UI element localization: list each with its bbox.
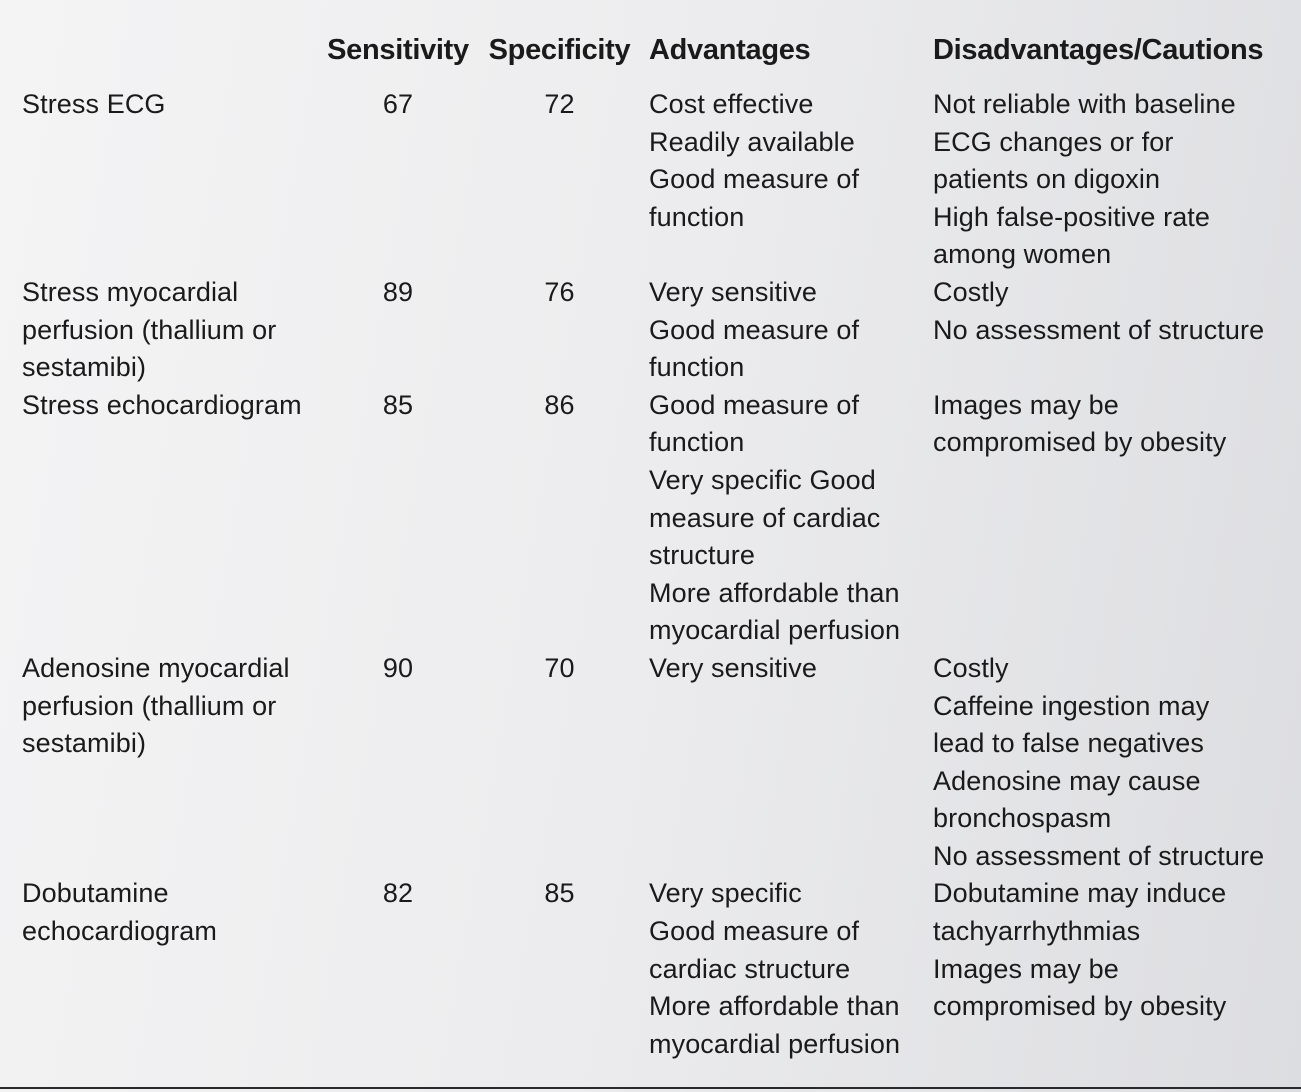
- stress-test-comparison-table: [14, 28, 1289, 1063]
- disadvantage-line: compromised by obesity: [933, 991, 1227, 1022]
- cell-sensitivity: 85: [382, 389, 414, 420]
- cell-test: [14, 86, 318, 274]
- advantage-line: Very specific: [649, 878, 802, 909]
- advantage-line: Good measure of: [649, 916, 860, 947]
- advantage-line: structure: [649, 540, 755, 571]
- disadvantage-line: High false-positive rate: [933, 201, 1211, 232]
- disadvantage-line: Adenosine may cause: [933, 765, 1201, 796]
- cell-specificity: 72: [544, 89, 575, 119]
- disadvantage-line: tachyarrhythmias: [933, 916, 1141, 947]
- cell-advantages: [641, 86, 925, 274]
- disadvantage-line: lead to false negatives: [933, 728, 1204, 759]
- header-advantages: Advantages: [649, 34, 811, 66]
- test-name-line: Stress echocardiogram: [22, 389, 302, 420]
- cell-test: [14, 387, 318, 650]
- disadvantage-line: Costly: [933, 652, 1009, 683]
- disadvantage-line: ECG changes or for: [933, 126, 1174, 157]
- advantage-line: More affordable than: [649, 577, 900, 608]
- test-name-line: perfusion (thallium or: [22, 690, 277, 721]
- cell-specificity: 76: [544, 276, 575, 307]
- cell-sensitivity: 89: [382, 276, 414, 307]
- cell-sensitivity: 67: [382, 89, 414, 119]
- cell-test: [14, 875, 318, 1063]
- advantage-line: Very specific Good: [649, 464, 876, 495]
- advantage-line: Readily available: [649, 126, 855, 157]
- cell-disadvantages: [925, 387, 1289, 650]
- header-test: [14, 28, 318, 86]
- cell-sensitivity: 90: [382, 652, 414, 683]
- advantage-line: function: [649, 352, 745, 383]
- advantage-line: cardiac structure: [649, 953, 851, 984]
- disadvantage-line: bronchospasm: [933, 803, 1112, 834]
- cell-advantages: [641, 875, 925, 1063]
- disadvantage-line: Dobutamine may induce: [933, 878, 1227, 909]
- table-bottom-rule: [0, 1087, 1301, 1089]
- cell-test: [14, 274, 318, 387]
- cell-advantages: [641, 387, 925, 650]
- cell-specificity: 85: [544, 878, 575, 909]
- advantage-line: Cost effective: [649, 89, 814, 119]
- cell-test: [14, 650, 318, 876]
- advantage-line: myocardial perfusion: [649, 615, 901, 646]
- table-row: [14, 86, 1289, 274]
- disadvantage-line: patients on digoxin: [933, 164, 1161, 195]
- test-name-line: echocardiogram: [22, 916, 218, 947]
- disadvantage-line: compromised by obesity: [933, 427, 1227, 458]
- advantage-line: Good measure of: [649, 314, 860, 345]
- test-name-line: sestamibi): [22, 728, 147, 759]
- advantage-line: function: [649, 427, 745, 458]
- advantage-line: Very sensitive: [649, 276, 817, 307]
- advantage-line: Good measure of: [649, 389, 860, 420]
- table-row: [14, 387, 1289, 650]
- cell-disadvantages: [925, 875, 1289, 1063]
- disadvantage-line: Caffeine ingestion may: [933, 690, 1210, 721]
- table-row: [14, 274, 1289, 387]
- test-name-line: Stress ECG: [22, 89, 166, 119]
- table-row: [14, 650, 1289, 876]
- cell-disadvantages: [925, 274, 1289, 387]
- test-name-line: sestamibi): [22, 352, 147, 383]
- header-row: [14, 28, 1289, 86]
- disadvantage-line: No assessment of structure: [933, 840, 1265, 871]
- disadvantage-line: Images may be: [933, 953, 1119, 984]
- header-disadvantages: Disadvantages/Cautions: [933, 34, 1264, 66]
- advantage-line: function: [649, 201, 745, 232]
- cell-advantages: [641, 650, 925, 876]
- header-sensitivity: Sensitivity: [327, 34, 469, 66]
- test-name-line: Stress myocardial: [22, 276, 239, 307]
- disadvantage-line: Costly: [933, 276, 1009, 307]
- cell-specificity: 70: [544, 652, 575, 683]
- header-specificity: Specificity: [488, 34, 631, 66]
- test-name-line: Adenosine myocardial: [22, 652, 290, 683]
- advantage-line: Very sensitive: [649, 652, 817, 683]
- cell-advantages: [641, 274, 925, 387]
- cell-disadvantages: [925, 650, 1289, 876]
- advantage-line: More affordable than: [649, 991, 900, 1022]
- disadvantage-line: Not reliable with baseline: [933, 89, 1236, 119]
- cell-specificity: 86: [544, 389, 575, 420]
- advantage-line: Good measure of: [649, 164, 860, 195]
- disadvantage-line: among women: [933, 239, 1112, 270]
- advantage-line: myocardial perfusion: [649, 1028, 901, 1059]
- cell-sensitivity: 82: [382, 878, 414, 909]
- disadvantage-line: No assessment of structure: [933, 314, 1265, 345]
- advantage-line: measure of cardiac: [649, 502, 881, 533]
- test-name-line: perfusion (thallium or: [22, 314, 277, 345]
- table-row: [14, 875, 1289, 1063]
- cell-disadvantages: [925, 86, 1289, 274]
- test-name-line: Dobutamine: [22, 878, 169, 909]
- disadvantage-line: Images may be: [933, 389, 1119, 420]
